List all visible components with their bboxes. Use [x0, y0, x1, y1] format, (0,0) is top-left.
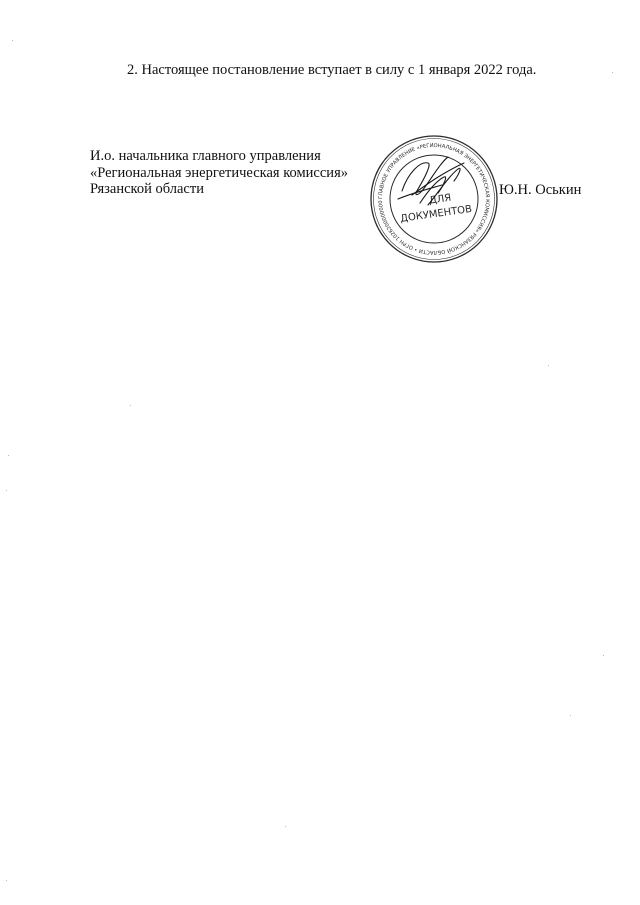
- signer-name: Ю.Н. Оськин: [499, 182, 582, 198]
- signer-position-line-2: «Региональная энергетическая комиссия»: [90, 164, 348, 181]
- seal-center-line-2: ДОКУМЕНТОВ: [399, 203, 473, 225]
- signer-position-line-1: И.о. начальника главного управления: [90, 148, 321, 164]
- signature-block: [90, 148, 348, 198]
- paragraph-2: 2. Настоящее постановление вступает в силу с 1 января 2022 года.: [127, 62, 537, 78]
- seal-center-line-1: ДЛЯ: [428, 192, 452, 207]
- official-seal-stamp: [368, 133, 500, 265]
- seal-ring-text: ГЛАВНОЕ УПРАВЛЕНИЕ «РЕГИОНАЛЬНАЯ ЭНЕРГЕТИЧЕСКАЯ КОМИССИЯ» РЯЗАНСКОЙ ОБЛАСТИ • ОГРН 1026200000000: [377, 142, 491, 256]
- signer-position-line-3: Рязанской области: [90, 181, 204, 197]
